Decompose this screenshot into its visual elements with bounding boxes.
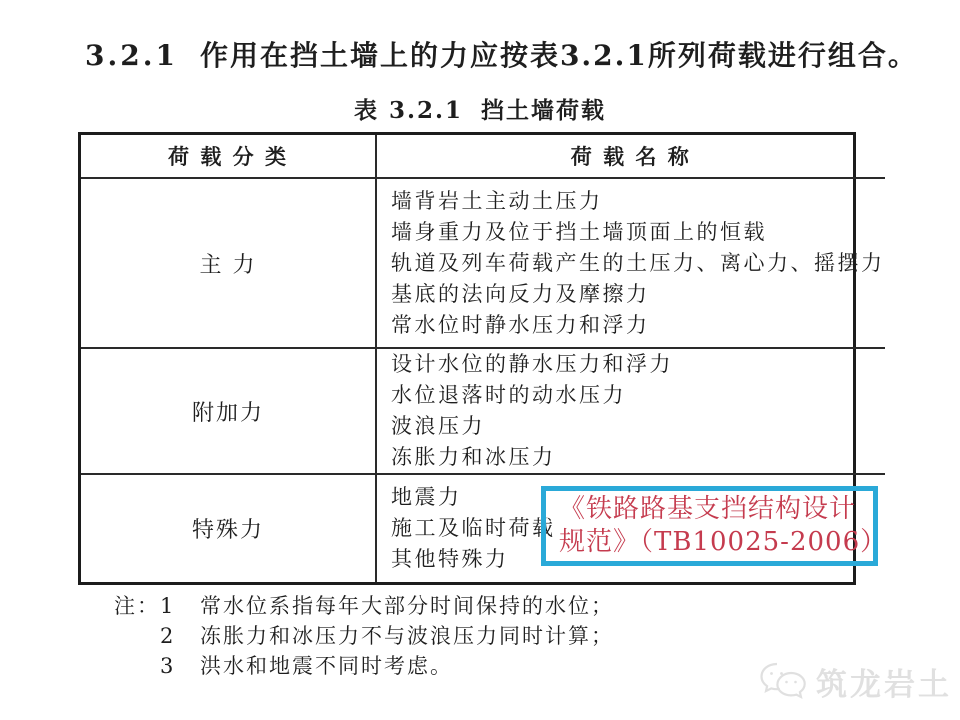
note-line-1 [114,591,614,621]
load-line: 冻胀力和冰压力 [391,445,556,469]
table-caption-title: 挡土墙荷载 [481,97,607,124]
note-number: 1 [160,594,176,618]
category-cell-additional-force: 附加力 [81,347,377,473]
load-line: 墙背岩土主动土压力 [391,188,603,213]
section-heading-text: 作用在挡土墙上的力应按表3.2.1所列荷载进行组合。 [199,39,918,72]
table-caption [0,92,960,125]
load-line: 基底的法向反力及摩擦力 [391,281,650,306]
section-heading [85,34,918,74]
wechat-icon [758,661,808,703]
load-line: 其他特殊力 [391,547,509,571]
note-text: 洪水和地震不同时考虑。 [200,654,453,678]
load-line: 轨道及列车荷载产生的土压力、离心力、摇摆力 [391,250,885,275]
category-cell-special-force: 特殊力 [81,473,377,582]
highlight-box-standard-reference [541,486,888,566]
note-label: 注： [114,594,160,618]
standard-reference-line-2: 规范》（TB10025-2006） [559,527,888,557]
note-text: 冻胀力和冰压力不与波浪压力同时计算； [200,624,614,648]
note-number: 3 [160,654,176,678]
note-text: 常水位系指每年大部分时间保持的水位； [200,594,614,618]
header-cell-category: 荷 载 分 类 [81,135,377,177]
load-line: 地震力 [391,485,462,509]
load-line: 墙身重力及位于挡土墙顶面上的恒载 [391,219,767,244]
category-cell-main-force: 主 力 [81,177,377,347]
note-number: 2 [160,624,176,648]
header-cell-name: 荷 载 名 称 [570,144,691,169]
loads-cell-additional-force [377,347,885,473]
load-line: 波浪压力 [391,414,485,438]
watermark-text: 筑龙岩土 [816,667,952,703]
load-line: 常水位时静水压力和浮力 [391,312,650,337]
table-caption-number: 表 3.2.1 [353,97,464,124]
load-line: 设计水位的静水压力和浮力 [391,352,673,376]
note-line-2 [114,621,614,651]
section-number: 3.2.1 [85,39,178,72]
loads-cell-main-force [377,177,885,347]
standard-reference-line-1: 《铁路路基支挡结构设计 [559,494,857,524]
watermark [758,659,952,704]
load-line: 水位退落时的动水压力 [391,383,626,407]
load-line: 施工及临时荷载 [391,516,556,540]
notes [114,591,614,681]
note-line-3 [114,651,614,681]
